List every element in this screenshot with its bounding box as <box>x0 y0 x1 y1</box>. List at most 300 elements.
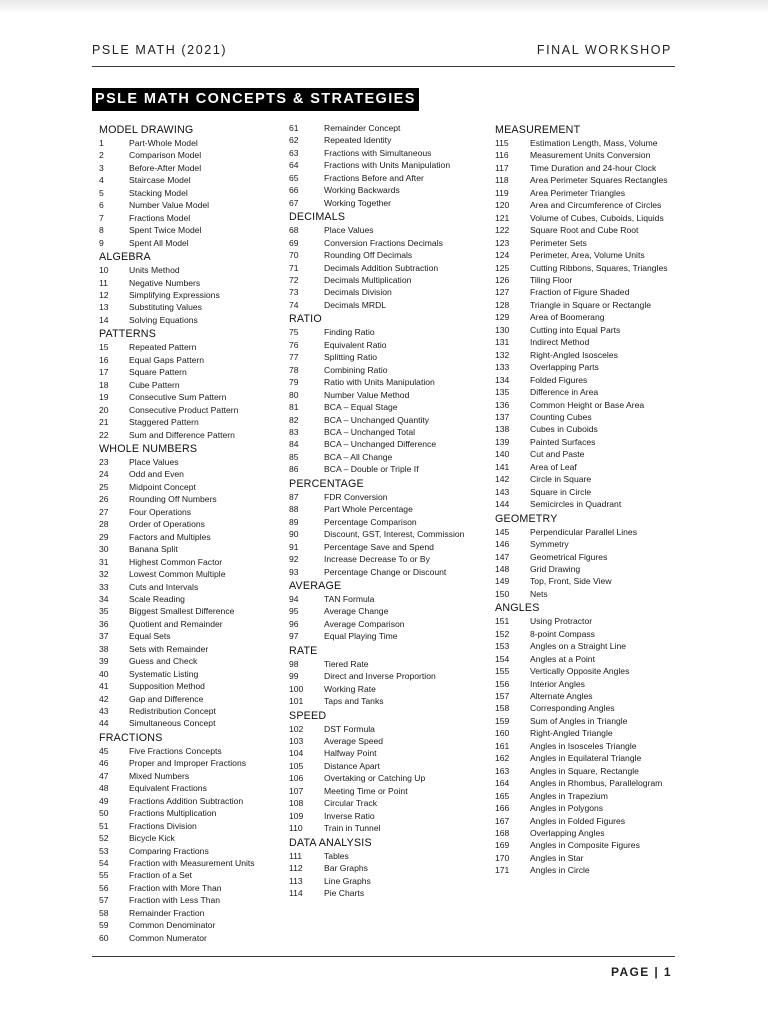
item-label: Decimals Division <box>324 287 392 298</box>
list-item <box>495 436 685 448</box>
list-item <box>495 137 685 149</box>
item-number: 96 <box>289 618 299 629</box>
item-label: Symmetry <box>530 539 569 550</box>
item-number: 67 <box>289 197 299 208</box>
item-number: 113 <box>289 875 303 886</box>
list-item <box>289 364 489 376</box>
item-number: 45 <box>99 745 109 756</box>
item-label: Grid Drawing <box>530 563 581 574</box>
item-number: 140 <box>495 449 510 460</box>
list-item <box>495 349 685 361</box>
item-number: 51 <box>99 820 109 831</box>
item-number: 9 <box>99 237 104 248</box>
list-item <box>495 563 685 575</box>
item-label: Gap and Difference <box>129 693 204 704</box>
item-label: Equal Gaps Pattern <box>129 354 205 365</box>
list-item <box>99 668 279 680</box>
item-label: Ratio with Units Manipulation <box>324 377 435 388</box>
item-number: 151 <box>495 616 510 627</box>
item-number: 21 <box>99 417 109 428</box>
item-label: Angles at a Point <box>530 653 595 664</box>
item-label: Angles in Equilateral Triangle <box>530 753 642 764</box>
list-item <box>289 339 489 351</box>
item-label: Fraction with Measurement Units <box>129 858 255 869</box>
section-heading: RATE <box>289 644 318 657</box>
list-item <box>495 274 685 286</box>
item-label: Percentage Change or Discount <box>324 566 447 577</box>
item-label: Estimation Length, Mass, Volume <box>530 138 658 148</box>
item-number: 43 <box>99 706 109 717</box>
list-item <box>99 882 279 894</box>
item-label: Working Rate <box>324 683 376 694</box>
list-item <box>99 618 279 630</box>
list-item <box>289 516 489 528</box>
list-item <box>289 389 489 401</box>
list-item <box>99 745 279 757</box>
item-label: BCA – Unchanged Total <box>324 426 416 437</box>
item-label: Banana Split <box>129 544 178 555</box>
item-number: 56 <box>99 882 109 893</box>
item-number: 75 <box>289 327 299 338</box>
item-label: BCA – Unchanged Difference <box>324 439 437 450</box>
item-number: 70 <box>289 250 299 261</box>
item-number: 131 <box>495 337 510 348</box>
item-number: 1 <box>99 138 104 148</box>
item-number: 90 <box>289 529 299 540</box>
item-label: Quotient and Remainder <box>129 618 223 629</box>
list-item <box>495 448 685 460</box>
item-label: Angles in Isosceles Triangle <box>530 740 637 751</box>
section-heading: DATA ANALYSIS <box>289 836 372 849</box>
column-1 <box>99 122 279 944</box>
item-number: 24 <box>99 469 109 480</box>
item-number: 158 <box>495 703 510 714</box>
item-number: 161 <box>495 740 510 751</box>
item-number: 76 <box>289 339 299 350</box>
list-item <box>495 286 685 298</box>
item-number: 38 <box>99 643 109 654</box>
item-number: 160 <box>495 728 510 739</box>
item-label: Corresponding Angles <box>530 703 615 714</box>
page-title: PSLE MATH CONCEPTS & STRATEGIES <box>92 89 419 109</box>
item-label: Fraction with More Than <box>129 882 222 893</box>
item-label: Decimals Addition Subtraction <box>324 262 439 273</box>
item-label: Counting Cubes <box>530 411 592 422</box>
section-heading: SPEED <box>289 709 327 722</box>
item-number: 171 <box>495 865 510 876</box>
item-number: 142 <box>495 474 510 485</box>
item-number: 47 <box>99 770 109 781</box>
list-item <box>495 498 685 510</box>
item-label: Cut and Paste <box>530 449 585 460</box>
item-number: 104 <box>289 748 304 759</box>
item-number: 46 <box>99 758 109 769</box>
item-label: Alternate Angles <box>530 691 593 702</box>
list-item <box>495 249 685 261</box>
item-number: 152 <box>495 628 510 639</box>
list-item <box>289 747 489 759</box>
item-label: Perimeter Sets <box>530 237 587 248</box>
item-label: Repeated Pattern <box>129 342 197 353</box>
item-label: Interior Angles <box>530 678 585 689</box>
item-number: 164 <box>495 778 510 789</box>
item-number: 27 <box>99 506 109 517</box>
item-label: Bar Graphs <box>324 863 368 874</box>
item-number: 80 <box>289 389 299 400</box>
list-item <box>99 757 279 769</box>
list-item <box>289 147 489 159</box>
list-item <box>99 630 279 642</box>
list-item <box>495 690 685 702</box>
item-number: 146 <box>495 539 510 550</box>
item-label: Decimals MRDL <box>324 299 387 310</box>
item-label: Part Whole Percentage <box>324 504 413 515</box>
item-number: 26 <box>99 494 109 505</box>
item-label: Remainder Fraction <box>129 907 205 918</box>
list-item <box>495 575 685 587</box>
list-item <box>99 416 279 428</box>
list-item <box>99 717 279 729</box>
list-item <box>99 341 279 353</box>
list-item <box>495 765 685 777</box>
item-number: 42 <box>99 693 109 704</box>
list-item <box>289 414 489 426</box>
list-item <box>99 379 279 391</box>
header-rule <box>92 66 675 67</box>
list-item <box>495 486 685 498</box>
item-number: 109 <box>289 810 304 821</box>
item-number: 8 <box>99 225 104 236</box>
item-number: 130 <box>495 324 510 335</box>
item-label: Overlapping Parts <box>530 362 599 373</box>
item-label: Time Duration and 24-hour Clock <box>530 162 657 173</box>
item-label: Circular Track <box>324 798 378 809</box>
item-number: 93 <box>289 566 299 577</box>
list-item <box>99 832 279 844</box>
list-item <box>289 862 489 874</box>
list-item <box>495 752 685 764</box>
item-label: Discount, GST, Interest, Commission <box>324 529 465 540</box>
item-number: 33 <box>99 581 109 592</box>
item-label: Rounding Off Decimals <box>324 250 413 261</box>
item-number: 37 <box>99 631 109 642</box>
item-label: Percentage Save and Spend <box>324 541 434 552</box>
item-label: Increase Decrease To or By <box>324 554 430 565</box>
item-number: 123 <box>495 237 510 248</box>
item-number: 120 <box>495 200 510 211</box>
list-item <box>289 451 489 463</box>
list-item <box>495 538 685 550</box>
item-number: 143 <box>495 486 510 497</box>
item-number: 119 <box>495 187 509 198</box>
item-label: Meeting Time or Point <box>324 785 408 796</box>
item-number: 65 <box>289 172 299 183</box>
list-item <box>289 159 489 171</box>
list-item <box>289 797 489 809</box>
item-number: 91 <box>289 541 299 552</box>
item-label: Measurement Units Conversion <box>530 150 651 161</box>
list-item <box>495 815 685 827</box>
item-number: 62 <box>289 135 299 146</box>
item-label: Repeated Identity <box>324 135 392 146</box>
list-item <box>289 249 489 261</box>
item-number: 133 <box>495 362 510 373</box>
item-number: 82 <box>289 414 299 425</box>
list-item <box>495 640 685 652</box>
item-number: 34 <box>99 593 109 604</box>
list-item <box>289 262 489 274</box>
item-number: 36 <box>99 618 109 629</box>
list-item <box>289 875 489 887</box>
list-item <box>289 605 489 617</box>
list-item <box>289 286 489 298</box>
item-number: 53 <box>99 845 109 856</box>
item-label: Area of Boomerang <box>530 312 605 323</box>
item-number: 112 <box>289 863 303 874</box>
list-item <box>289 122 489 134</box>
item-label: Square in Circle <box>530 486 592 497</box>
item-number: 87 <box>289 491 299 502</box>
list-item <box>495 423 685 435</box>
item-label: Circle in Square <box>530 474 592 485</box>
list-item <box>495 790 685 802</box>
item-number: 107 <box>289 785 304 796</box>
item-number: 101 <box>289 696 304 707</box>
item-number: 31 <box>99 556 109 567</box>
item-number: 40 <box>99 668 109 679</box>
list-item <box>495 199 685 211</box>
list-item <box>99 199 279 211</box>
item-number: 145 <box>495 526 510 537</box>
item-label: Staggered Pattern <box>129 417 199 428</box>
list-item <box>495 212 685 224</box>
item-label: Area of Leaf <box>530 461 577 472</box>
item-label: Vertically Opposite Angles <box>530 666 630 677</box>
list-item <box>495 262 685 274</box>
list-item <box>99 212 279 224</box>
item-number: 156 <box>495 678 510 689</box>
section-heading: ANGLES <box>495 602 540 615</box>
item-label: Angles in Composite Figures <box>530 840 640 851</box>
item-label: Square Pattern <box>129 367 187 378</box>
item-label: Triangle in Square or Rectangle <box>530 299 652 310</box>
list-item <box>99 481 279 493</box>
list-item <box>99 820 279 832</box>
item-label: Factors and Multiples <box>129 531 211 542</box>
list-item <box>289 553 489 565</box>
item-number: 124 <box>495 250 510 261</box>
item-number: 163 <box>495 765 510 776</box>
item-number: 132 <box>495 349 510 360</box>
column-3 <box>495 122 685 877</box>
item-label: Working Backwards <box>324 185 400 196</box>
list-item <box>495 336 685 348</box>
list-item <box>289 326 489 338</box>
item-number: 117 <box>495 162 509 173</box>
list-item <box>99 705 279 717</box>
list-item <box>495 727 685 739</box>
item-number: 74 <box>289 299 299 310</box>
item-label: Splitting Ratio <box>324 352 378 363</box>
item-number: 99 <box>289 671 299 682</box>
item-number: 128 <box>495 299 510 310</box>
item-label: Direct and Inverse Proportion <box>324 671 436 682</box>
item-label: Order of Operations <box>129 519 205 530</box>
item-label: Nets <box>530 588 548 599</box>
list-item <box>99 301 279 313</box>
section-heading: DECIMALS <box>289 211 346 224</box>
item-label: Folded Figures <box>530 374 588 385</box>
item-number: 15 <box>99 342 109 353</box>
list-item <box>495 615 685 627</box>
list-item <box>495 740 685 752</box>
item-number: 139 <box>495 436 510 447</box>
item-number: 81 <box>289 402 299 413</box>
item-number: 11 <box>99 277 108 288</box>
item-number: 72 <box>289 274 299 285</box>
item-label: Common Numerator <box>129 932 207 943</box>
item-number: 23 <box>99 456 109 467</box>
item-label: Number Value Model <box>129 200 210 211</box>
item-number: 147 <box>495 551 510 562</box>
item-label: FDR Conversion <box>324 491 388 502</box>
item-number: 32 <box>99 569 109 580</box>
item-number: 114 <box>289 888 303 899</box>
list-item <box>99 149 279 161</box>
item-label: Bicycle Kick <box>129 833 175 844</box>
item-number: 57 <box>99 895 109 906</box>
list-item <box>495 374 685 386</box>
list-item <box>99 224 279 236</box>
list-item <box>99 162 279 174</box>
item-number: 141 <box>495 461 510 472</box>
item-label: Systematic Listing <box>129 668 199 679</box>
list-item <box>495 678 685 690</box>
list-item <box>99 543 279 555</box>
list-item <box>99 391 279 403</box>
item-label: Volume of Cubes, Cuboids, Liquids <box>530 212 664 223</box>
list-item <box>289 822 489 834</box>
list-item <box>495 526 685 538</box>
list-item <box>99 605 279 617</box>
list-item <box>495 224 685 236</box>
item-label: BCA – Double or Triple If <box>324 464 419 475</box>
list-item <box>289 237 489 249</box>
item-label: Spent All Model <box>129 237 189 248</box>
item-number: 50 <box>99 808 109 819</box>
item-label: Equivalent Ratio <box>324 339 387 350</box>
list-item <box>495 551 685 563</box>
item-label: Fractions Division <box>129 820 197 831</box>
list-item <box>289 184 489 196</box>
list-item <box>99 314 279 326</box>
item-number: 100 <box>289 683 304 694</box>
item-label: Sum of Angles in Triangle <box>530 715 628 726</box>
item-number: 118 <box>495 175 509 186</box>
item-number: 2 <box>99 150 104 161</box>
item-number: 20 <box>99 404 109 415</box>
list-item <box>289 438 489 450</box>
item-label: Supposition Method <box>129 681 205 692</box>
list-item <box>289 224 489 236</box>
list-item <box>289 723 489 735</box>
item-label: Angles in Rhombus, Parallelogram <box>530 778 663 789</box>
item-number: 168 <box>495 828 510 839</box>
item-number: 71 <box>289 262 299 273</box>
list-item <box>99 894 279 906</box>
item-label: Equal Sets <box>129 631 171 642</box>
item-number: 30 <box>99 544 109 555</box>
item-label: Stacking Model <box>129 187 188 198</box>
list-item <box>289 618 489 630</box>
item-number: 18 <box>99 379 109 390</box>
list-item <box>99 366 279 378</box>
item-number: 150 <box>495 588 510 599</box>
list-item <box>99 404 279 416</box>
item-label: Square Root and Cube Root <box>530 225 639 236</box>
list-item <box>289 299 489 311</box>
item-label: Rounding Off Numbers <box>129 494 217 505</box>
item-label: Angles in Square, Rectangle <box>530 765 639 776</box>
item-label: Place Values <box>324 225 374 236</box>
item-number: 170 <box>495 852 510 863</box>
item-label: Cutting Ribbons, Squares, Triangles <box>530 262 668 273</box>
item-number: 13 <box>99 302 109 313</box>
item-number: 154 <box>495 653 510 664</box>
item-number: 86 <box>289 464 299 475</box>
item-label: Simultaneous Concept <box>129 718 216 729</box>
item-label: Right-Angled Isosceles <box>530 349 618 360</box>
item-number: 79 <box>289 377 299 388</box>
item-label: Inverse Ratio <box>324 810 375 821</box>
item-number: 157 <box>495 691 510 702</box>
item-number: 22 <box>99 429 109 440</box>
list-item <box>289 670 489 682</box>
list-item <box>99 518 279 530</box>
list-item <box>289 172 489 184</box>
item-number: 159 <box>495 715 510 726</box>
item-label: Part-Whole Model <box>129 138 198 148</box>
list-item <box>289 351 489 363</box>
list-item <box>99 655 279 667</box>
list-item <box>495 411 685 423</box>
item-number: 61 <box>289 123 299 133</box>
item-number: 102 <box>289 723 304 734</box>
item-number: 135 <box>495 387 510 398</box>
item-label: Staircase Model <box>129 175 191 186</box>
item-label: Angles in Folded Figures <box>530 815 626 826</box>
list-item <box>289 376 489 388</box>
item-number: 14 <box>99 314 109 325</box>
item-number: 6 <box>99 200 104 211</box>
list-item <box>289 463 489 475</box>
list-item <box>289 785 489 797</box>
item-label: Fractions with Simultaneous <box>324 147 432 158</box>
list-item <box>495 864 685 876</box>
item-label: Perpendicular Parallel Lines <box>530 526 638 537</box>
item-label: Tables <box>324 850 349 861</box>
item-label: Highest Common Factor <box>129 556 223 567</box>
item-number: 68 <box>289 225 299 236</box>
item-label: TAN Formula <box>324 593 375 604</box>
item-number: 110 <box>289 823 303 834</box>
item-number: 66 <box>289 185 299 196</box>
item-label: Indirect Method <box>530 337 590 348</box>
list-item <box>495 628 685 640</box>
item-label: Cubes in Cuboids <box>530 424 598 435</box>
list-item <box>495 461 685 473</box>
list-item <box>495 386 685 398</box>
